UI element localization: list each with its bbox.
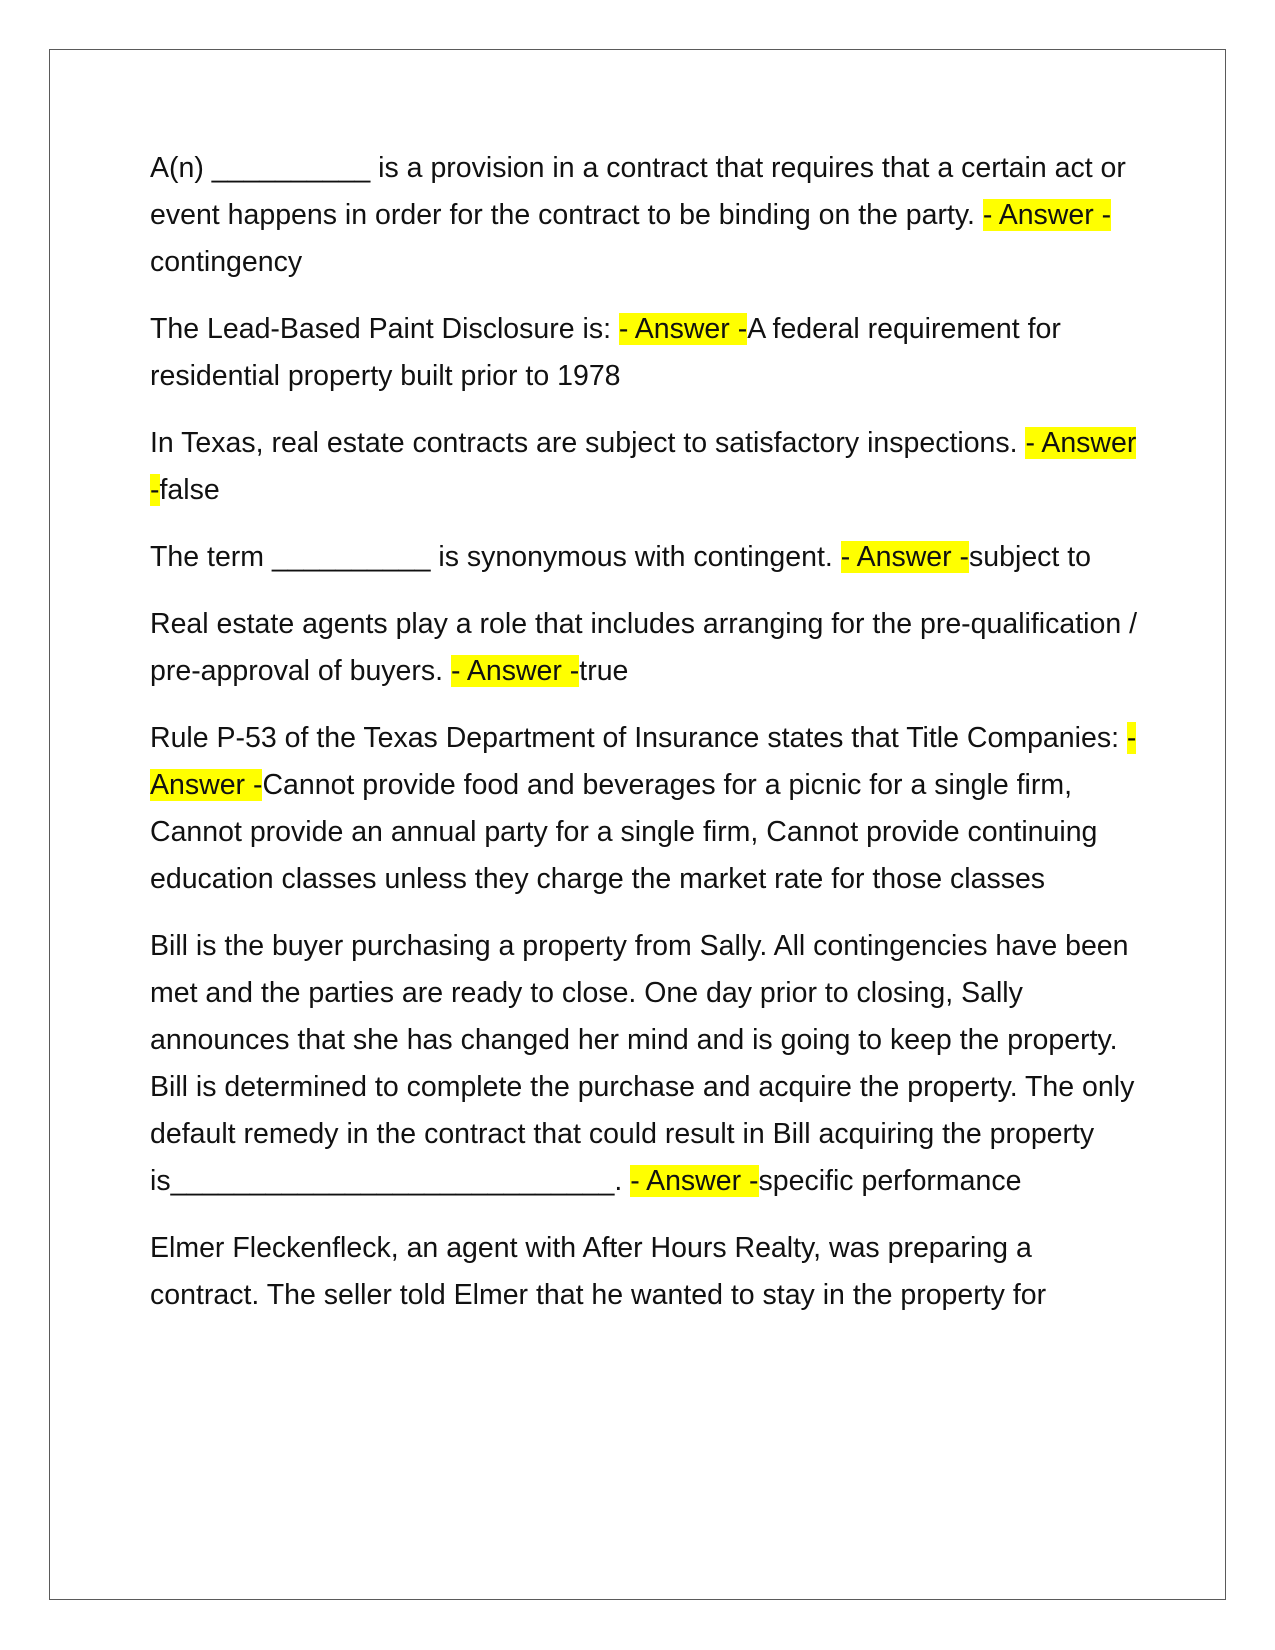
question-text: The Lead-Based Paint Disclosure is: — [150, 313, 619, 345]
answer-marker: - Answer - — [982, 199, 1112, 231]
qa-item-2 — [150, 306, 1140, 400]
qa-item-8 — [150, 1225, 1140, 1319]
question-text: A(n) __________ is a provision in a contract that requires that a certain act or event happens in order for the contract to be binding on the party. — [150, 152, 1126, 231]
answer-marker: - Answer - — [630, 1165, 759, 1197]
question-text: Elmer Fleckenfleck, an agent with After Hours Realty, was preparing a contract. The seller told Elmer that he wanted to stay in the property for — [150, 1232, 1047, 1311]
question-text: Rule P-53 of the Texas Department of Insurance states that Title Companies: — [150, 722, 1127, 754]
answer-text: subject to — [969, 541, 1092, 573]
qa-item-1 — [150, 145, 1140, 286]
answer-marker: - Answer - — [618, 313, 748, 345]
answer-text: contingency — [150, 246, 303, 278]
qa-item-3 — [150, 420, 1140, 514]
qa-item-6 — [150, 715, 1140, 903]
answer-marker: - Answer - — [840, 541, 970, 573]
answer-text: specific performance — [758, 1165, 1022, 1197]
question-text: Real estate agents play a role that includes arranging for the pre-qualification / pre-approval of buyers. — [150, 608, 1138, 687]
qa-item-7 — [150, 923, 1140, 1205]
answer-text: A federal requirement for residential property built prior to 1978 — [150, 313, 1061, 392]
answer-text: Cannot provide food and beverages for a picnic for a single firm, Cannot provide an annual party for a single firm, Cannot provide continuing education classes unless they charge the market rate for those classes — [150, 769, 1098, 895]
answer-marker: - Answer - — [150, 427, 1137, 506]
answer-marker: - Answer - — [150, 722, 1137, 801]
answer-text: false — [159, 474, 220, 506]
question-text: In Texas, real estate contracts are subject to satisfactory inspections. — [150, 427, 1026, 459]
answer-text: true — [579, 655, 629, 687]
qa-item-4 — [150, 534, 1140, 581]
question-text: Bill is the buyer purchasing a property from Sally. All contingencies have been met and the parties are ready to close. One day prior to closing, Sally announces that she has changed her mind and is going to keep the property. Bill is determined to complete the purchase and acquire the property. The only default remedy in the contract that could result in Bill acquiring the property is____________________________. — [150, 930, 1135, 1197]
question-text: The term __________ is synonymous with contingent. — [150, 541, 841, 573]
document-body — [150, 145, 1140, 1339]
qa-item-5 — [150, 601, 1140, 695]
answer-marker: - Answer - — [451, 655, 580, 687]
